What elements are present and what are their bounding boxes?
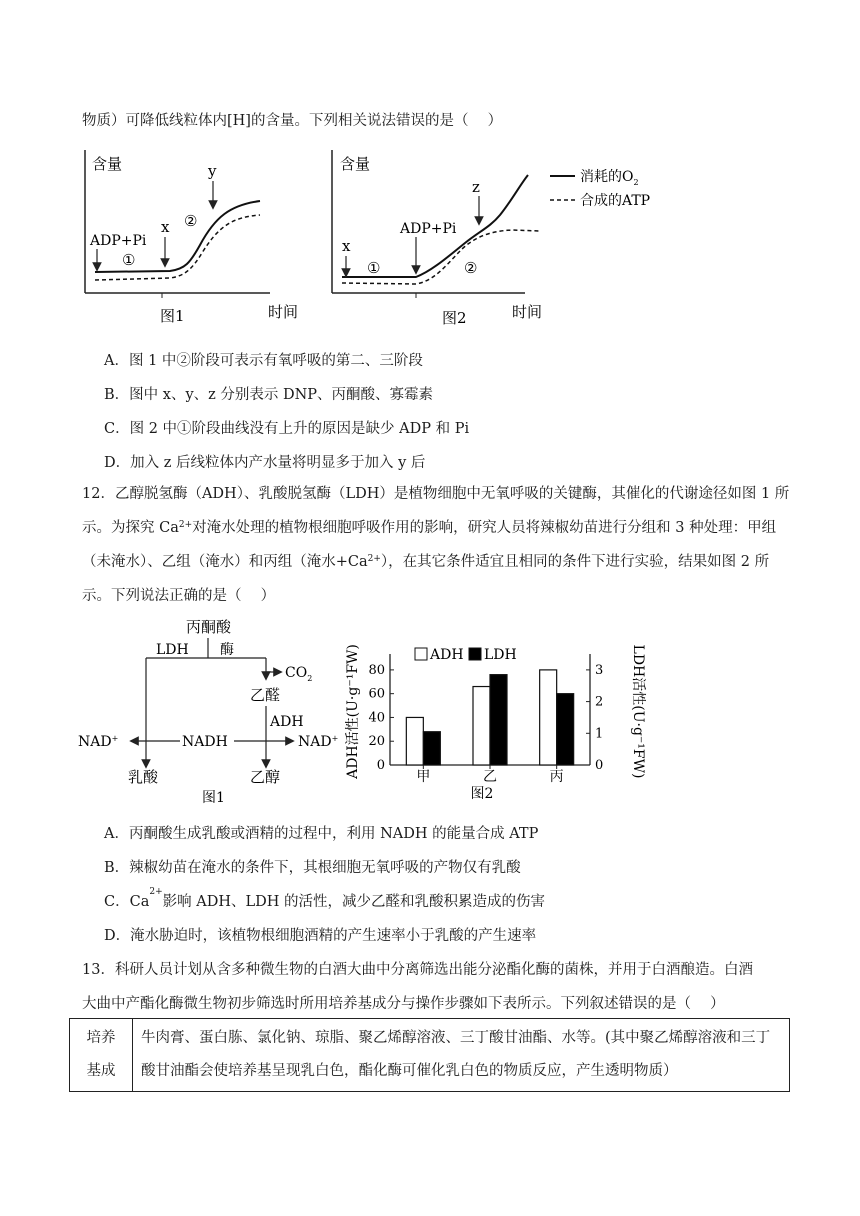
adh-label: ADH	[270, 714, 304, 730]
right-tick-label: 3	[595, 662, 604, 678]
culture-medium-table	[69, 1018, 790, 1092]
q12-pathway-diagram	[76, 614, 356, 810]
bar-ldh	[490, 675, 507, 765]
legend-o2: 消耗的$O_2$	[580, 169, 639, 187]
left-tick-label: 0	[376, 758, 385, 773]
q11-intro: 物质）可降低线粒体内[H]的含量。下列相关说法错误的是（ ）	[82, 113, 503, 129]
fig1-xlabel: 时间	[268, 303, 299, 321]
fig1-y-label: y	[208, 162, 217, 180]
legend-swatch-ldh	[469, 648, 481, 660]
nadh-label: NADH	[182, 734, 228, 750]
x-tick-label: 甲	[416, 769, 431, 785]
q11-figures	[80, 145, 680, 335]
left-tick-label: 20	[368, 734, 385, 750]
nad-left-label: NAD+	[78, 734, 119, 750]
legend-label-adh: ADH	[430, 647, 464, 663]
table-content-cell: 牛肉膏、蛋白胨、氯化钠、琼脂、聚乙烯醇溶液、三丁酸甘油酯、水等。(其中聚乙烯醇溶液和三丁酸甘油酯会使培养基呈现乳白色，酯化酶可催化乳白色的物质反应，产生透明物质）	[133, 1019, 790, 1092]
left-tick-label: 40	[368, 710, 385, 726]
q11-option-c: C．图 2 中①阶段曲线没有上升的原因是缺少 ADP 和 Pi	[104, 421, 470, 437]
pyruvate-label: 丙酮酸	[186, 618, 232, 636]
q11-option-b: B．图中 x、y、z 分别表示 DNP、丙酮酸、寡霉素	[104, 387, 434, 403]
header-line2: 基成	[86, 1063, 116, 1079]
enzyme-label: 酶	[220, 642, 234, 658]
fig1-x-label: x	[161, 218, 170, 236]
x-tick-label: 丙	[549, 769, 564, 785]
q12-option-c: C．$Ca^{2+}$影响 ADH、LDH 的活性，减少乙醛和乳酸积累造成的伤害	[104, 887, 545, 910]
fig2-z-label: z	[472, 178, 480, 196]
chart-caption: 图2	[470, 786, 494, 802]
acetaldehyde-label: 乙醛	[250, 686, 281, 704]
right-tick-label: 2	[595, 694, 604, 710]
q11-option-a: A．图 1 中②阶段可表示有氧呼吸的第二、三阶段	[104, 353, 423, 369]
legend-label-ldh: LDH	[484, 647, 517, 663]
fig2-stage2: ②	[464, 259, 478, 277]
left-tick-label: 80	[368, 662, 385, 678]
legend-atp: 合成的ATP	[580, 193, 651, 209]
fig2-stage1: ①	[367, 259, 381, 277]
right-axis-title: LDH活性(U·g⁻¹FW)	[630, 644, 646, 779]
fig2-xlabel: 时间	[512, 303, 543, 321]
x-tick-label: 乙	[483, 769, 497, 785]
bar-ldh	[557, 694, 574, 765]
fig2-ylabel: 含量	[340, 155, 371, 173]
ldh-label: LDH	[156, 642, 189, 658]
bar-adh	[473, 687, 490, 765]
lactate-label: 乳酸	[128, 768, 159, 786]
fig1-stage2: ②	[184, 212, 198, 230]
co2-label: $CO_2$	[285, 665, 313, 683]
bar-adh	[540, 670, 557, 765]
bar-ldh	[423, 732, 440, 765]
q13-stem-line2: 大曲中产酯化酶微生物初步筛选时所用培养基成分与操作步骤如下表所示。下列叙述错误的是（ ）	[82, 996, 725, 1012]
q12-stem: 12．乙醇脱氢酶（ADH）、乳酸脱氢酶（LDH）是植物细胞中无氧呼吸的关键酶，其催化的代谢途径如图 1 所示。为探究 $Ca^{2+}$对淹水处理的植物根细胞呼吸作用的影响，研究人员将辣椒幼苗进行分组和 3 种处理：甲组（未淹水）、乙组（淹水）和丙组（淹水$+Ca^{2+}$），在其它条件适宜且相同的条件下进行实验，结果如图 2 所示。下列说法正确的是（ ）	[82, 486, 790, 604]
fig2-caption: 图2	[442, 309, 467, 327]
bar-adh	[406, 717, 423, 765]
nad-right-label: NAD+	[298, 734, 339, 750]
q12-option-d: D．淹水胁迫时，该植物根细胞酒精的产生速率小于乳酸的产生速率	[104, 928, 537, 944]
fig1-stage1: ①	[122, 251, 136, 269]
fig2-x-label: x	[342, 237, 351, 255]
left-tick-label: 60	[368, 686, 385, 702]
ethanol-label: 乙醇	[250, 768, 281, 786]
fig1-caption: 图1	[160, 307, 185, 325]
fig2-adp-label: ADP+Pi	[400, 221, 457, 237]
q12-option-a: A．丙酮酸生成乳酸或酒精的过程中，利用 NADH 的能量合成 ATP	[104, 826, 539, 842]
fig1-ylabel: 含量	[92, 155, 123, 173]
table-row	[70, 1019, 790, 1092]
q11-option-d: D．加入 z 后线粒体内产水量将明显多于加入 y 后	[104, 455, 426, 471]
table-header-cell	[70, 1019, 133, 1092]
right-tick-label: 1	[595, 726, 604, 742]
header-line1: 培养	[86, 1030, 116, 1046]
pathway-caption: 图1	[202, 790, 225, 806]
q12-option-b: B．辣椒幼苗在淹水的条件下，其根细胞无氧呼吸的产物仅有乳酸	[104, 860, 521, 876]
left-axis-title: ADH活性(U·g⁻¹FW)	[345, 644, 361, 779]
legend-swatch-adh	[415, 648, 427, 660]
q13-stem-line1: 13．科研人员计划从含多种微生物的白酒大曲中分离筛选出能分泌酯化酶的菌株，并用于白酒酿造。白酒	[82, 962, 753, 978]
right-tick-label: 0	[595, 758, 604, 773]
fig1-adp-label: ADP+Pi	[90, 233, 147, 249]
q12-bar-chart	[340, 640, 650, 812]
